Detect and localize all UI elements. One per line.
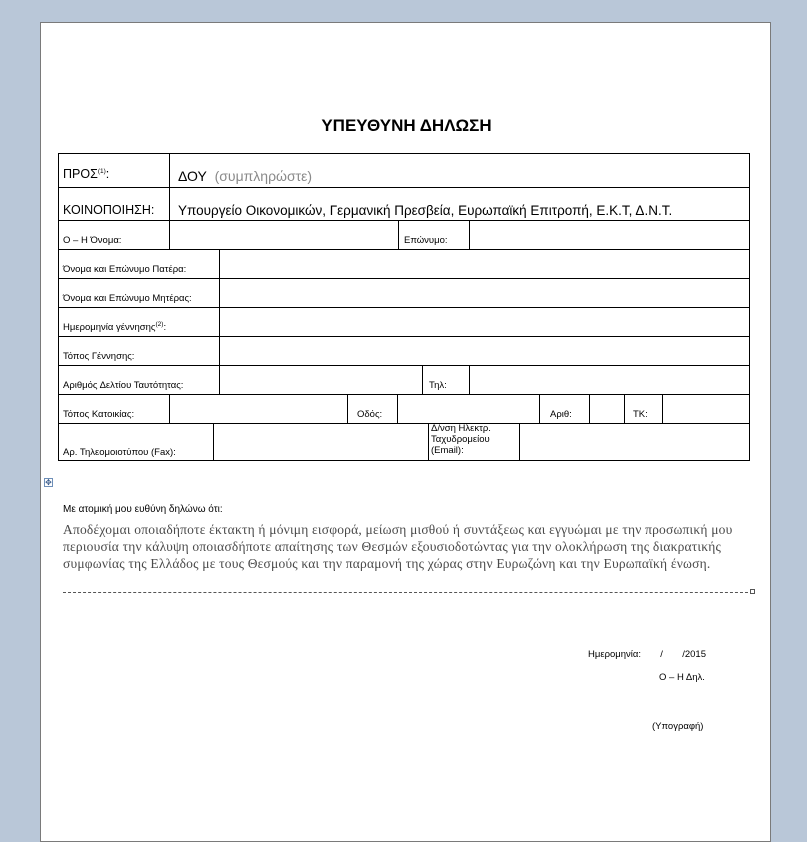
street-number-label: Αριθ: xyxy=(550,409,572,420)
email-field[interactable] xyxy=(520,424,748,459)
street-label: Οδός: xyxy=(357,409,383,420)
date-line xyxy=(588,649,706,660)
date-label: Ημερομηνία: xyxy=(588,649,642,660)
father-name-field[interactable] xyxy=(220,250,748,277)
pros-field[interactable] xyxy=(178,168,312,184)
id-number-label: Αριθμός Δελτίου Ταυτότητας: xyxy=(63,380,184,391)
fax-field[interactable] xyxy=(214,424,427,459)
surname-label: Επώνυμο: xyxy=(404,235,448,246)
move-handle-icon[interactable]: ✥ xyxy=(45,478,52,487)
mother-name-field[interactable] xyxy=(220,279,748,306)
residence-label: Τόπος Κατοικίας: xyxy=(63,409,135,420)
koinopoiisi-label: ΚΟΙΝΟΠΟΙΗΣΗ: xyxy=(63,203,155,217)
koinopoiisi-value[interactable]: Υπουργείο Οικονομικών, Γερμανική Πρεσβεία, Ευρωπαϊκή Επιτροπή, Ε.Κ.Τ, Δ.Ν.Τ. xyxy=(178,203,673,218)
declarant-label: Ο – Η Δηλ. xyxy=(659,672,705,683)
signature-label: (Υπογραφή) xyxy=(652,721,704,732)
birth-place-label: Τόπος Γέννησης: xyxy=(63,351,135,362)
pros-label: ΠΡΟΣ$^{(1)}$: xyxy=(63,167,110,181)
surname-field[interactable] xyxy=(470,221,748,248)
first-name-label: Ο – Η Όνομα: xyxy=(63,235,122,246)
phone-label: Τηλ: xyxy=(429,380,447,391)
date-slash: / xyxy=(660,649,663,660)
declaration-text[interactable]: Αποδέχομαι οποιαδήποτε έκτακτη ή μόνιμη εισφορά, μείωση μισθού ή συντάξεως και εγγυώμαι με την προσωπική μου περιουσία την κάλυψη οποιασδήποτε απαίτησης των Θεσμών εξουσιοδοτώντας για την ολοκλήρωση της διακρατικής συμφωνίας της Ελλάδος με τους Θεσμούς και την παραμονή της χώρας στην Ευρωζώνη και την Ευρωπαϊκή ένωση. xyxy=(63,522,733,571)
mother-name-label: Όνομα και Επώνυμο Μητέρας: xyxy=(63,293,192,304)
document-page xyxy=(40,22,771,842)
street-field[interactable] xyxy=(398,395,538,422)
fax-label: Αρ. Τηλεομοιοτύπου (Fax): xyxy=(63,447,176,458)
postcode-field[interactable] xyxy=(663,395,748,422)
date-year: /2015 xyxy=(682,649,706,660)
birth-date-label: Ημερομηνία γέννησης$^{(2)}$: xyxy=(63,321,167,334)
pros-hint: (συμπληρώστε) xyxy=(214,168,313,184)
email-label: Δ/νση Ηλεκτρ. Ταχυδρομείου (Email): xyxy=(431,423,491,456)
residence-field[interactable] xyxy=(170,395,346,422)
street-number-field[interactable] xyxy=(590,395,623,422)
first-name-field[interactable] xyxy=(170,221,397,248)
declaration-label: Με ατομική μου ευθύνη δηλώνω ότι: xyxy=(63,504,223,515)
birth-place-field[interactable] xyxy=(220,337,748,364)
pros-value: ΔΟΥ xyxy=(178,168,207,184)
text-boundary-line xyxy=(63,592,753,593)
id-number-field[interactable] xyxy=(220,366,421,393)
phone-field[interactable] xyxy=(470,366,748,393)
postcode-label: ΤΚ: xyxy=(633,409,648,420)
resize-handle-icon[interactable] xyxy=(750,589,755,594)
page-title: ΥΠΕΥΘΥΝΗ ΔΗΛΩΣΗ xyxy=(321,116,492,135)
father-name-label: Όνομα και Επώνυμο Πατέρα: xyxy=(63,264,187,275)
birth-date-field[interactable] xyxy=(220,308,748,335)
